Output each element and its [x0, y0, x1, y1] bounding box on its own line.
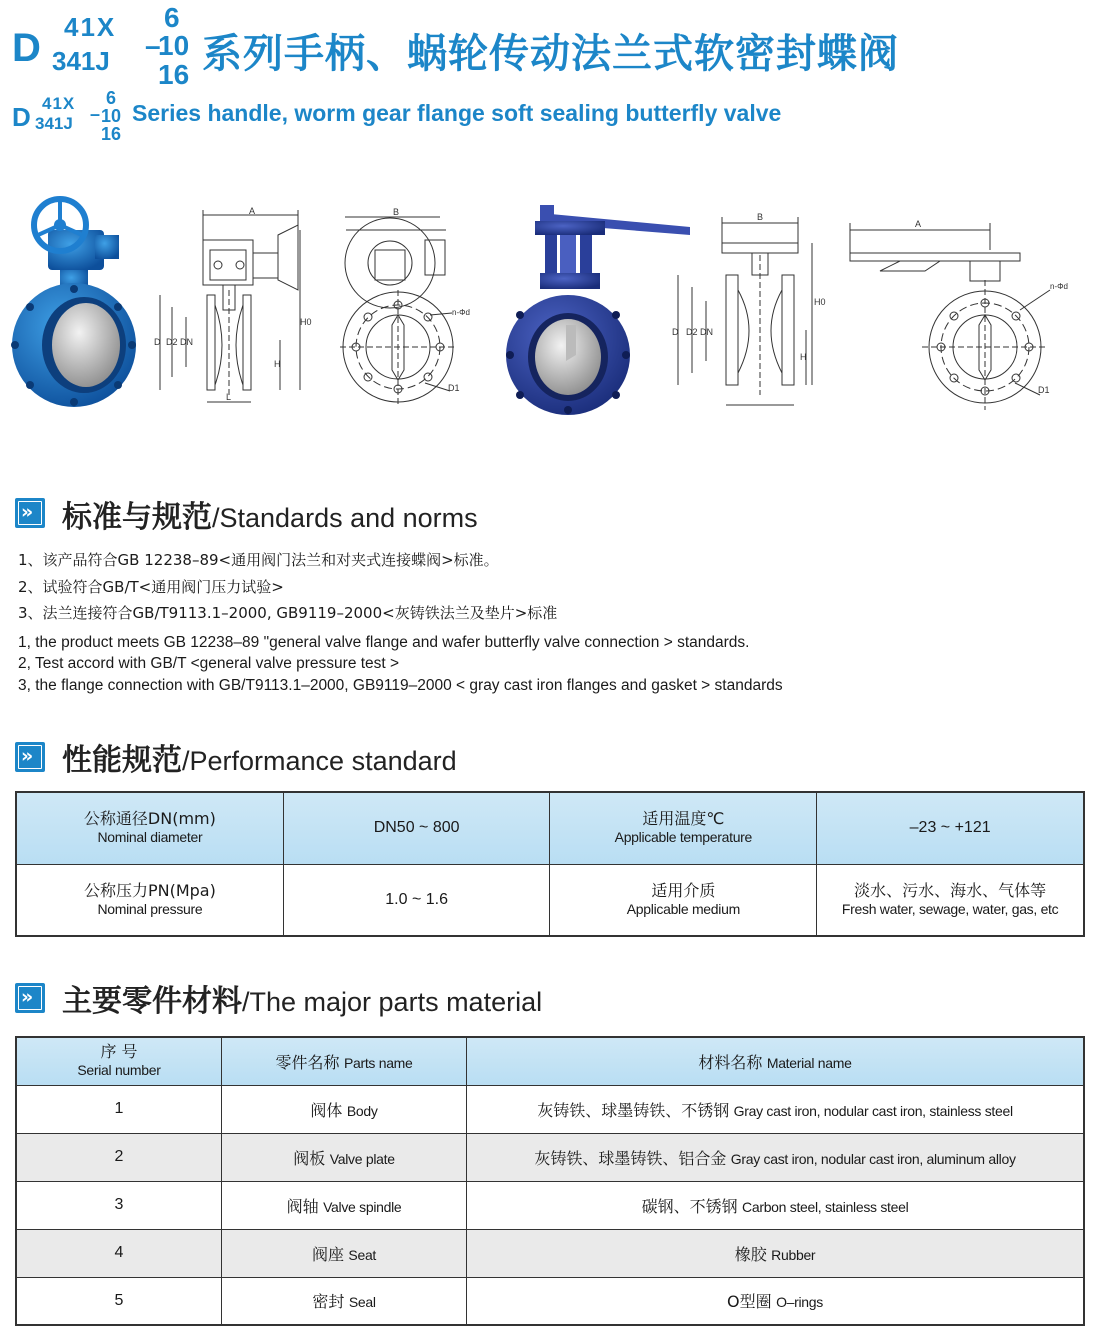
serial-cell: 2 [16, 1133, 222, 1181]
title-en-block [12, 90, 912, 146]
model-top: 41X [64, 12, 117, 42]
material-en: Rubber [771, 1246, 816, 1263]
standard-cn-3: 3、法兰连接符合GB/T9113.1–2000, GB9119–2000<灰铸铁法兰及垫片>标准 [18, 604, 558, 622]
materials-table [15, 1036, 1085, 1326]
worm-gear-valve-photo [11, 199, 136, 407]
label-L-1: L [226, 392, 232, 402]
nominal-diameter-en: Nominal diameter [97, 829, 203, 846]
part-cell [222, 1085, 467, 1133]
pressure-6: 6 [164, 2, 180, 33]
pressure-10-small: 10 [101, 106, 122, 126]
standard-cn-2: 2、试验符合GB/T<通用阀门压力试验> [18, 578, 284, 596]
part-header [222, 1037, 467, 1085]
material-cn: 橡胶 [734, 1244, 767, 1264]
standard-en-1: 1, the product meets GB 12238–89 "general valve flange and wafer butterfly valve connection > standards. [18, 634, 750, 651]
label-D-1: D [154, 337, 161, 347]
part-cn: 密封 [312, 1292, 345, 1312]
serial-header-cn: 序 号 [100, 1042, 138, 1062]
nominal-pressure-en: Nominal pressure [97, 900, 203, 917]
part-header-en: Parts name [343, 1054, 413, 1071]
material-en: Gray cast iron, nodular cast iron, stainless steel [733, 1102, 1013, 1119]
dimension-drawing-side-1 [160, 210, 300, 402]
material-cn: O型圈 [727, 1292, 772, 1312]
label-nphid-2: n-Φd [1050, 282, 1068, 291]
serial-cell: 1 [16, 1085, 222, 1133]
part-header-cn: 零件名称 [275, 1052, 340, 1072]
performance-row-1 [16, 792, 1084, 864]
chevron-double-right-icon: » [15, 983, 45, 1013]
serial-cell: 5 [16, 1277, 222, 1325]
label-DN-2: DN [700, 327, 713, 337]
label-A-2: A [915, 219, 922, 229]
part-en: Body [346, 1102, 378, 1119]
model-d: D [12, 26, 41, 70]
model-bottom-small: 341J [35, 114, 73, 133]
model-top-small: 41X [42, 94, 76, 113]
table-row [16, 1085, 1084, 1133]
material-cell [467, 1229, 1085, 1277]
performance-row-2 [16, 864, 1084, 936]
performance-heading-en: /Performance standard [182, 746, 457, 776]
standard-en-2: 2, Test accord with GB/T <general valve pressure test > [18, 655, 400, 672]
part-cell [222, 1229, 467, 1277]
title-en: Series handle, worm gear flange soft sealing butterfly valve [132, 100, 782, 126]
title-block [12, 2, 1012, 96]
table-row [16, 1133, 1084, 1181]
temperature-label [550, 792, 817, 864]
chevron-double-right-icon: » [15, 742, 45, 772]
materials-heading-cn: 主要零件材料 [62, 984, 242, 1019]
table-row [16, 1229, 1084, 1277]
serial-cell: 4 [16, 1229, 222, 1277]
standard-cn-1: 1、该产品符合GB 12238–89<通用阀门法兰和对夹式连接蝶阀>标准。 [18, 551, 499, 569]
standard-en-3: 3, the flange connection with GB/T9113.1–2000, GB9119–2000 < gray cast iron flanges and gasket > standards [18, 677, 783, 694]
label-nphid-1: n-Φd [452, 308, 470, 317]
material-cn: 碳钢、不锈钢 [641, 1196, 738, 1216]
label-D2-2: D2 [686, 327, 698, 337]
nominal-diameter-value: DN50 ~ 800 [283, 792, 550, 864]
part-cn: 阀座 [311, 1244, 344, 1264]
serial-header [16, 1037, 222, 1085]
nominal-diameter-cn: 公称通径DN(mm) [83, 809, 216, 829]
performance-heading [62, 735, 457, 779]
table-row [16, 1277, 1084, 1325]
serial-cell: 3 [16, 1181, 222, 1229]
standards-heading [62, 492, 478, 536]
material-cell [467, 1085, 1085, 1133]
model-bottom: 341J [52, 46, 110, 76]
performance-table [15, 791, 1085, 937]
medium-value-en: Fresh water, sewage, water, gas, etc [841, 900, 1059, 917]
materials-heading-en: /The major parts material [242, 987, 543, 1017]
materials-header-row [16, 1037, 1084, 1085]
model-dash-small: – [90, 104, 101, 124]
material-en: Carbon steel, stainless steel [742, 1198, 909, 1215]
material-en: O–rings [776, 1294, 823, 1311]
label-B-1: B [393, 207, 400, 217]
title-cn: 系列手柄、蜗轮传动法兰式软密封蝶阀 [202, 31, 899, 77]
part-cell [222, 1133, 467, 1181]
nominal-diameter-label [16, 792, 283, 864]
pressure-6-small: 6 [106, 88, 117, 108]
chevron-double-right-icon: » [15, 498, 45, 528]
label-A-1: A [249, 206, 256, 216]
standards-heading-cn: 标准与规范 [62, 500, 212, 535]
part-en: Valve plate [329, 1150, 395, 1167]
material-cn: 灰铸铁、球墨铸铁、不锈钢 [537, 1100, 730, 1120]
model-d-small: D [12, 102, 31, 132]
label-D1-2: D1 [1038, 385, 1050, 395]
dimension-drawing-front-1 [340, 217, 456, 405]
material-header-en: Material name [766, 1054, 852, 1071]
pressure-10: 10 [158, 30, 190, 61]
medium-en: Applicable medium [626, 900, 740, 917]
label-B-2: B [757, 212, 764, 222]
label-H-2: H [800, 352, 807, 362]
material-cell [467, 1277, 1085, 1325]
material-cell [467, 1181, 1085, 1229]
label-DN-1: DN [180, 337, 193, 347]
table-row [16, 1181, 1084, 1229]
model-dash: – [145, 30, 161, 61]
part-en: Seat [348, 1246, 377, 1263]
nominal-pressure-cn: 公称压力PN(Mpa) [83, 880, 216, 900]
material-header-cn: 材料名称 [698, 1052, 763, 1072]
nominal-pressure-label [16, 864, 283, 936]
material-cell [467, 1133, 1085, 1181]
serial-header-en: Serial number [77, 1062, 161, 1079]
nominal-pressure-value: 1.0 ~ 1.6 [283, 864, 550, 936]
part-cell [222, 1277, 467, 1325]
dimension-drawing-side-2 [678, 217, 812, 405]
label-H0-2: H0 [814, 297, 826, 307]
label-D-2: D [672, 327, 679, 337]
material-header [467, 1037, 1085, 1085]
part-en: Seal [348, 1294, 376, 1311]
part-en: Valve spindle [323, 1198, 402, 1215]
pressure-16-small: 16 [101, 124, 122, 144]
materials-heading [62, 976, 542, 1020]
part-cell [222, 1181, 467, 1229]
label-D1-1: D1 [448, 383, 460, 393]
part-cn: 阀轴 [286, 1196, 319, 1216]
label-H0-1: H0 [300, 317, 312, 327]
material-en: Gray cast iron, nodular cast iron, aluminum alloy [730, 1150, 1016, 1167]
medium-label [550, 864, 817, 936]
standards-heading-en: /Standards and norms [212, 503, 478, 533]
temperature-cn: 适用温度℃ [642, 809, 725, 829]
part-cn: 阀板 [293, 1148, 326, 1168]
medium-cn: 适用介质 [651, 880, 716, 900]
medium-value-cn: 淡水、污水、海水、气体等 [854, 880, 1047, 900]
dimension-drawing-front-2 [850, 223, 1050, 410]
handle-valve-photo [506, 205, 690, 415]
label-H-1: H [274, 359, 281, 369]
material-cn: 灰铸铁、球墨铸铁、铝合金 [534, 1148, 727, 1168]
performance-heading-cn: 性能规范 [62, 743, 182, 778]
part-cn: 阀体 [310, 1100, 343, 1120]
product-illustrations [0, 195, 1095, 415]
temperature-value: –23 ~ +121 [817, 792, 1084, 864]
label-D2-1: D2 [166, 337, 178, 347]
pressure-16: 16 [158, 59, 190, 90]
temperature-en: Applicable temperature [614, 829, 753, 846]
medium-value [817, 864, 1084, 936]
